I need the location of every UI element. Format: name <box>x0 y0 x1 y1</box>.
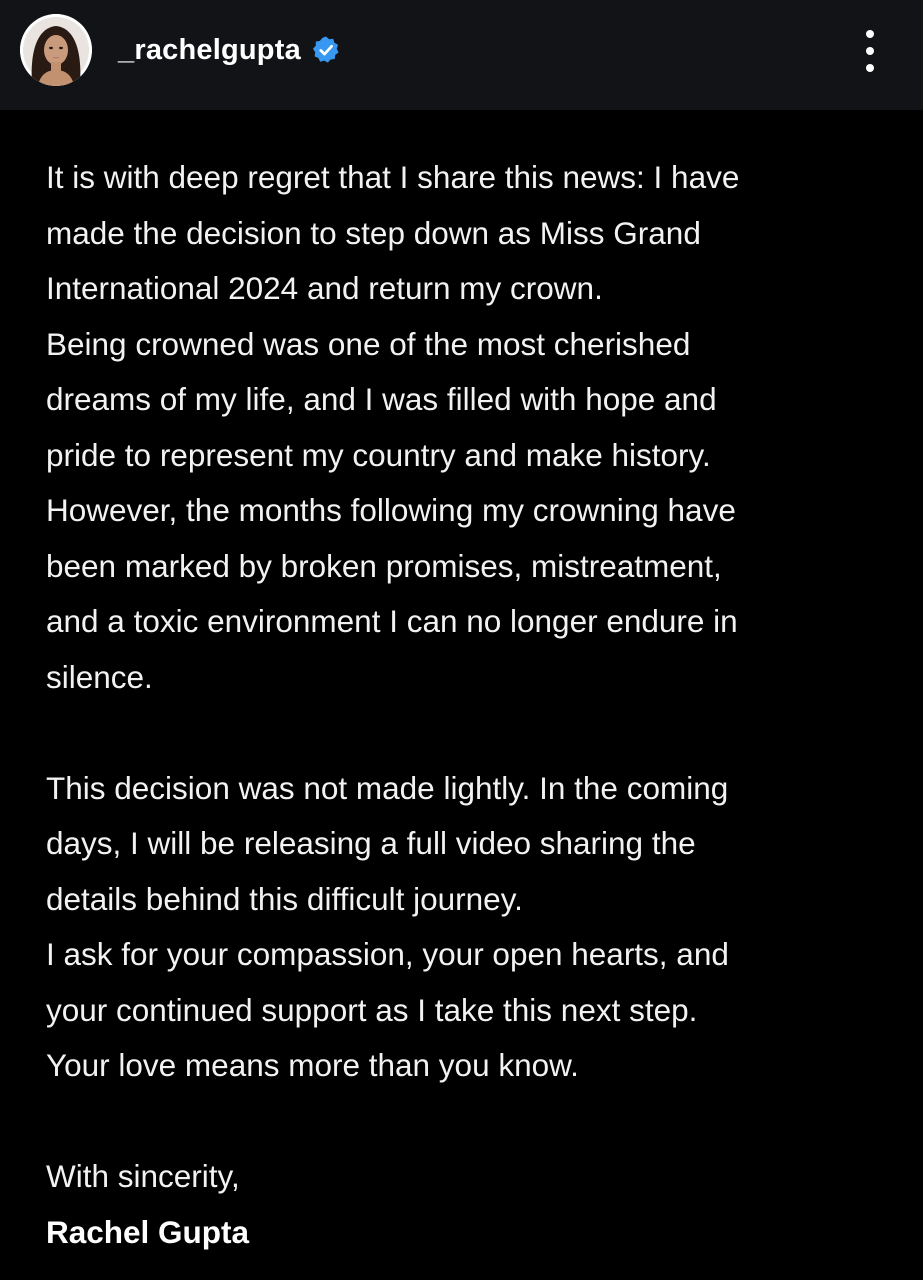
caption-line: International 2024 and return my crown. <box>46 270 603 306</box>
caption-line: silence. <box>46 658 153 695</box>
caption-line: been marked by broken promises, mistreatment, <box>46 547 722 584</box>
caption-line: I ask for your compassion, your open hearts, and <box>46 936 729 972</box>
caption-line: details behind this difficult journey. <box>46 880 523 917</box>
caption-line: days, I will be releasing a full video sharing the <box>46 825 696 861</box>
caption-line: pride to represent my country and make history. <box>46 436 711 473</box>
caption-line: dreams of my life, and I was filled with hope and <box>46 381 717 417</box>
caption-line: and a toxic environment I can no longer endure in <box>46 603 738 639</box>
avatar[interactable] <box>20 14 92 86</box>
caption-line: This decision was not made lightly. In the coming <box>46 769 729 806</box>
closing-line: With sincerity, <box>46 1158 240 1194</box>
more-vertical-icon <box>866 64 874 72</box>
more-vertical-icon <box>866 30 874 38</box>
post-header <box>0 0 923 110</box>
more-options-button[interactable] <box>852 26 888 76</box>
caption-line: made the decision to step down as Miss Grand <box>46 214 701 251</box>
username-row <box>118 30 341 70</box>
caption-line: your continued support as I take this next step. <box>46 991 698 1028</box>
paragraph-gap <box>46 1094 906 1150</box>
profile-photo-icon <box>20 14 92 86</box>
paragraph-gap <box>46 705 906 761</box>
verified-badge-icon <box>311 35 341 65</box>
caption-line: It is with deep regret that I share this news: I have <box>46 159 740 195</box>
post-caption <box>46 150 906 1260</box>
more-vertical-icon <box>866 47 874 55</box>
signature: Rachel Gupta <box>46 1213 250 1250</box>
caption-line: However, the months following my crowning have <box>46 492 736 528</box>
username-link[interactable]: _rachelgupta <box>118 33 301 66</box>
caption-line: Being crowned was one of the most cherished <box>46 325 691 362</box>
caption-line: Your love means more than you know. <box>46 1047 579 1083</box>
